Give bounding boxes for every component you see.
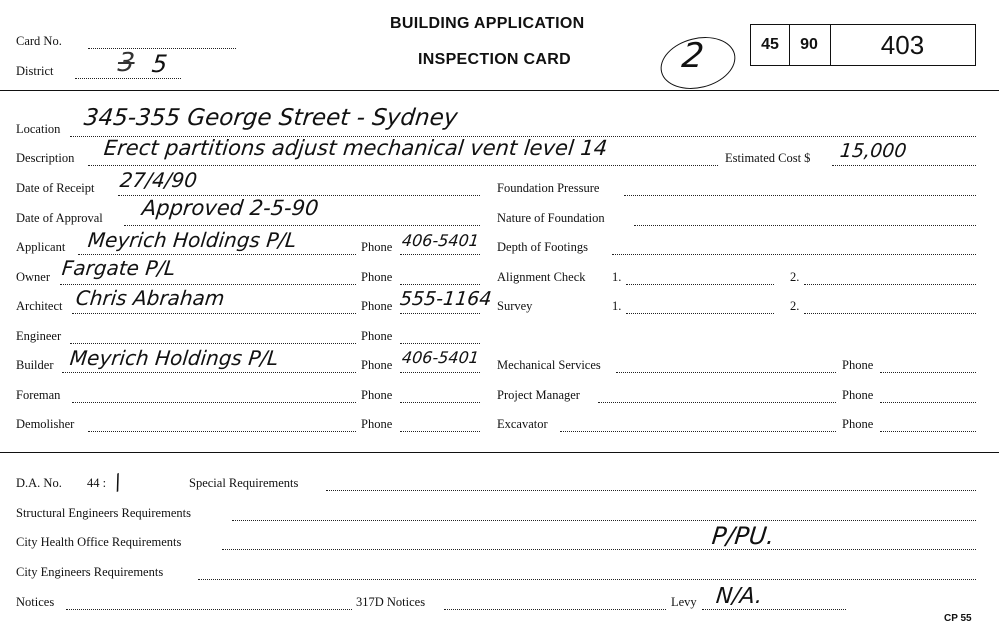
district-crossed-value: 3 (116, 48, 137, 78)
special-requirements-label: Special Requirements (189, 476, 299, 490)
description-label: Description (16, 151, 75, 165)
foreman-field[interactable] (72, 402, 356, 403)
architect-field[interactable] (72, 313, 356, 314)
nature-foundation-field[interactable] (634, 225, 976, 226)
applicant-phone-value: 406-5401 (401, 231, 481, 250)
foreman-label: Foreman (16, 388, 61, 402)
estimated-cost-value: 15,000 (838, 140, 908, 162)
project-manager-label: Project Manager (497, 388, 580, 402)
date-approval-field[interactable] (124, 225, 480, 226)
engineer-label: Engineer (16, 329, 62, 343)
date-receipt-label: Date of Receipt (16, 181, 95, 195)
health-requirements-value: P/PU. (710, 522, 776, 550)
mechanical-phone-label: Phone (842, 358, 874, 372)
excavator-field[interactable] (560, 431, 836, 432)
nature-foundation-label: Nature of Foundation (497, 211, 605, 225)
notices-label: Notices (16, 595, 55, 609)
depth-footings-label: Depth of Footings (497, 240, 588, 254)
structural-requirements-label: Structural Engineers Requirements (16, 506, 191, 520)
survey-label: Survey (497, 299, 533, 313)
architect-phone-field[interactable] (400, 313, 480, 314)
builder-label: Builder (16, 358, 54, 372)
foreman-phone-label: Phone (361, 388, 393, 402)
applicant-field[interactable] (78, 254, 356, 255)
section-divider (0, 452, 999, 453)
owner-label: Owner (16, 270, 51, 284)
demolisher-phone-label: Phone (361, 417, 393, 431)
location-label: Location (16, 122, 61, 136)
applicant-phone-field[interactable] (400, 254, 480, 255)
architect-value: Chris Abraham (74, 286, 226, 310)
project-manager-phone-label: Phone (842, 388, 874, 402)
project-manager-field[interactable] (598, 402, 836, 403)
foundation-pressure-field[interactable] (624, 195, 976, 196)
demolisher-phone-field[interactable] (400, 431, 480, 432)
excavator-label: Excavator (497, 417, 548, 431)
health-requirements-field[interactable] (222, 549, 976, 550)
alignment-check-1-label: 1. (612, 270, 622, 284)
applicant-phone-label: Phone (361, 240, 393, 254)
notices-317d-label: 317D Notices (356, 595, 426, 609)
architect-phone-label: Phone (361, 299, 393, 313)
da-no-label: D.A. No. (16, 476, 62, 490)
district-value: 5 (150, 50, 169, 78)
city-engineers-label: City Engineers Requirements (16, 565, 164, 579)
survey-2-field[interactable] (804, 313, 976, 314)
survey-1-field[interactable] (626, 313, 774, 314)
engineer-phone-field[interactable] (400, 343, 480, 344)
notices-317d-field[interactable] (444, 609, 666, 610)
builder-value: Meyrich Holdings P/L (68, 346, 280, 370)
description-field[interactable] (88, 165, 718, 166)
da-no-value: 44 : (87, 476, 107, 490)
mechanical-phone-field[interactable] (880, 372, 976, 373)
notices-field[interactable] (66, 609, 352, 610)
project-manager-phone-field[interactable] (880, 402, 976, 403)
architect-phone-value: 555-1164 (398, 288, 493, 310)
owner-phone-field[interactable] (400, 284, 480, 285)
mechanical-services-field[interactable] (616, 372, 836, 373)
da-tick-mark: / (109, 469, 126, 495)
date-receipt-value: 27/4/90 (118, 168, 199, 192)
form-title-line2: INSPECTION CARD (418, 51, 571, 68)
alignment-check-2-field[interactable] (804, 284, 976, 285)
levy-value: N/A. (714, 584, 764, 609)
owner-value: Fargate P/L (60, 256, 177, 280)
location-value: 345-355 George Street - Sydney (82, 105, 459, 131)
mechanical-services-label: Mechanical Services (497, 358, 601, 372)
engineer-field[interactable] (70, 343, 356, 344)
demolisher-label: Demolisher (16, 417, 75, 431)
owner-phone-label: Phone (361, 270, 393, 284)
builder-phone-value: 406-5401 (401, 348, 481, 367)
special-requirements-field[interactable] (326, 490, 976, 491)
applicant-value: Meyrich Holdings P/L (86, 228, 298, 252)
foreman-phone-field[interactable] (400, 402, 480, 403)
excavator-phone-field[interactable] (880, 431, 976, 432)
applicant-label: Applicant (16, 240, 66, 254)
card-no-label: Card No. (16, 34, 62, 48)
card-no-field[interactable] (88, 48, 236, 49)
levy-label: Levy (671, 595, 697, 609)
builder-field[interactable] (62, 372, 356, 373)
ref-box-b: 90 (788, 24, 831, 66)
excavator-phone-label: Phone (842, 417, 874, 431)
form-code: CP 55 (944, 613, 972, 624)
owner-field[interactable] (60, 284, 356, 285)
estimated-cost-label: Estimated Cost $ (725, 151, 811, 165)
date-approval-value: Approved 2-5-90 (140, 196, 320, 220)
depth-footings-field[interactable] (612, 254, 976, 255)
circled-number: 2 (679, 36, 706, 76)
engineer-phone-label: Phone (361, 329, 393, 343)
foundation-pressure-label: Foundation Pressure (497, 181, 600, 195)
ref-box-c: 403 (830, 24, 976, 66)
builder-phone-label: Phone (361, 358, 393, 372)
header-divider (0, 90, 999, 91)
district-label: District (16, 64, 54, 78)
survey-2-label: 2. (790, 299, 800, 313)
ref-box-a: 45 (750, 24, 790, 66)
survey-1-label: 1. (612, 299, 622, 313)
district-field[interactable] (75, 78, 181, 79)
structural-requirements-field[interactable] (232, 520, 976, 521)
form-title-line1: BUILDING APPLICATION (390, 15, 585, 32)
architect-label: Architect (16, 299, 63, 313)
demolisher-field[interactable] (88, 431, 356, 432)
estimated-cost-field[interactable] (832, 165, 976, 166)
health-requirements-label: City Health Office Requirements (16, 535, 182, 549)
city-engineers-field[interactable] (198, 579, 976, 580)
alignment-check-2-label: 2. (790, 270, 800, 284)
alignment-check-label: Alignment Check (497, 270, 586, 284)
description-value: Erect partitions adjust mechanical vent level 14 (102, 136, 609, 160)
levy-field[interactable] (702, 609, 846, 610)
builder-phone-field[interactable] (400, 372, 480, 373)
alignment-check-1-field[interactable] (626, 284, 774, 285)
date-approval-label: Date of Approval (16, 211, 103, 225)
